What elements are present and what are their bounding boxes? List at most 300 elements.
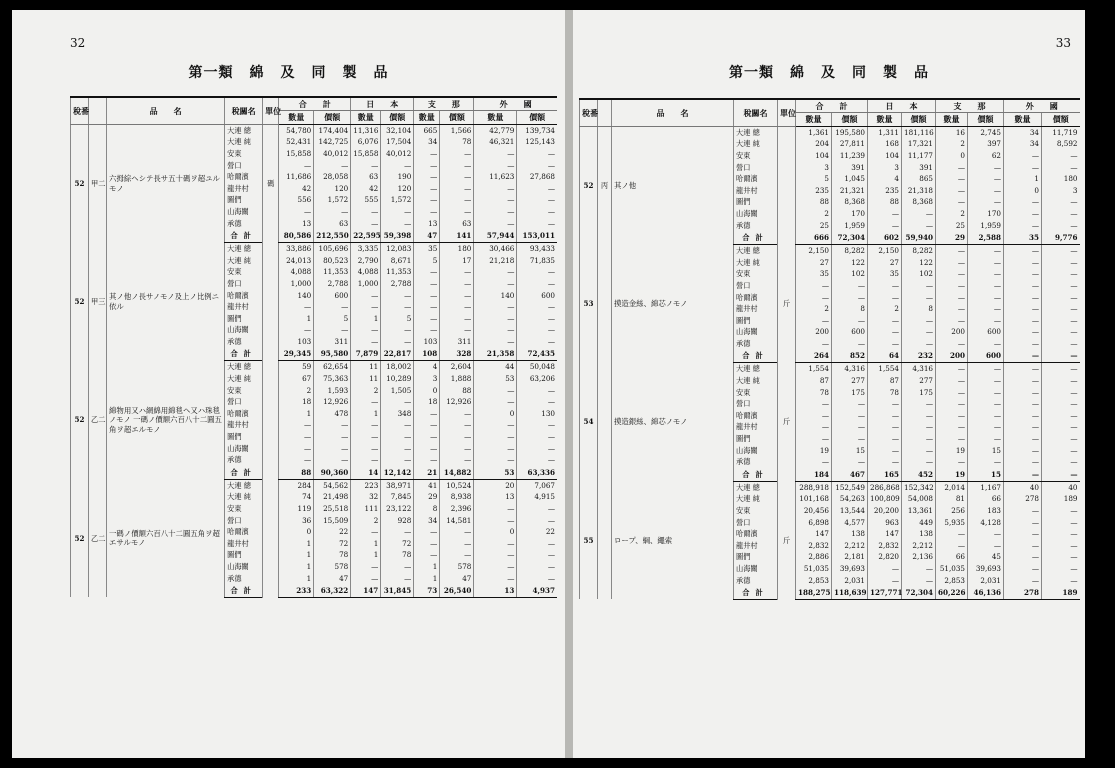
cell-value: 13,361 xyxy=(902,505,936,517)
header-quantity: 數量 xyxy=(1004,112,1042,126)
total-value: — xyxy=(1004,349,1042,363)
item-name: ロープ、綱、繩索 xyxy=(612,481,734,599)
unit xyxy=(778,126,796,244)
cell-value: — xyxy=(1004,540,1042,552)
cell-value: — xyxy=(868,444,902,456)
cell-value: 2,150 xyxy=(796,244,832,256)
cell-value: — xyxy=(796,398,832,410)
cell-value: — xyxy=(1042,398,1080,410)
cell-value: 33,886 xyxy=(279,242,314,254)
customs-port: 大連 純 xyxy=(225,136,263,148)
header-group: 外 國 xyxy=(1004,99,1080,112)
cell-value: — xyxy=(902,208,936,220)
cell-value: 105,696 xyxy=(314,242,351,254)
total-value: 108 xyxy=(414,347,440,361)
cell-value: — xyxy=(902,291,936,303)
cell-value: — xyxy=(1004,375,1042,387)
cell-value: 11,239 xyxy=(832,150,868,162)
cell-value: — xyxy=(414,526,440,538)
cell-value: — xyxy=(868,208,902,220)
cell-value: — xyxy=(414,313,440,325)
total-value: 233 xyxy=(279,584,314,598)
cell-value: — xyxy=(1042,444,1080,456)
cell-value: — xyxy=(1004,315,1042,327)
cell-value: 15 xyxy=(832,444,868,456)
cell-value: — xyxy=(474,266,517,278)
cell-value: 122 xyxy=(902,257,936,269)
cell-value: — xyxy=(440,538,474,550)
cell-value: — xyxy=(414,301,440,313)
header-group: 支 那 xyxy=(414,97,474,110)
cell-value: 3,335 xyxy=(351,242,381,254)
cell-value: — xyxy=(517,442,557,454)
cell-value: 18 xyxy=(279,396,314,408)
cell-value: — xyxy=(1004,574,1042,586)
customs-port: 安東 xyxy=(225,266,263,278)
cell-value: 170 xyxy=(832,208,868,220)
cell-value: 600 xyxy=(968,326,1004,338)
cell-value: — xyxy=(868,291,902,303)
cell-value: — xyxy=(936,244,968,256)
tariff-number: 52 xyxy=(71,124,89,242)
customs-port: 龍井村 xyxy=(225,301,263,313)
total-value: 278 xyxy=(1004,586,1042,600)
cell-value: — xyxy=(936,421,968,433)
customs-port: 營口 xyxy=(734,280,778,292)
customs-port: 安東 xyxy=(225,148,263,160)
cell-value: 1,566 xyxy=(440,124,474,136)
cell-value: 21,321 xyxy=(832,185,868,197)
cell-value: — xyxy=(968,244,1004,256)
cell-value: 223 xyxy=(351,479,381,491)
cell-value: — xyxy=(832,456,868,468)
cell-value: 93,433 xyxy=(517,242,557,254)
cell-value: — xyxy=(414,289,440,301)
cell-value: 8,938 xyxy=(440,491,474,503)
cell-value: — xyxy=(1042,196,1080,208)
cell-value: — xyxy=(868,410,902,422)
cell-value: — xyxy=(474,313,517,325)
cell-value: 139,734 xyxy=(517,124,557,136)
header-value: 價額 xyxy=(832,112,868,126)
cell-value: 6,898 xyxy=(796,516,832,528)
cell-value: — xyxy=(517,148,557,160)
total-value: 22,595 xyxy=(351,229,381,243)
cell-value: — xyxy=(517,159,557,171)
cell-value: 180 xyxy=(1042,173,1080,185)
cell-value: — xyxy=(474,431,517,443)
cell-value: 27 xyxy=(868,257,902,269)
total-label: 合計 xyxy=(225,466,263,480)
cell-value: — xyxy=(868,433,902,445)
total-value: 19 xyxy=(936,468,968,482)
cell-value: — xyxy=(902,563,936,575)
cell-value: 125,143 xyxy=(517,136,557,148)
cell-value: — xyxy=(902,280,936,292)
cell-value: — xyxy=(968,386,1004,398)
total-value: 63,322 xyxy=(314,584,351,598)
header-quantity: 數量 xyxy=(414,110,440,124)
cell-value: 16 xyxy=(936,126,968,138)
cell-value: 22 xyxy=(517,526,557,538)
cell-value: 578 xyxy=(314,561,351,573)
cell-value: 2 xyxy=(796,208,832,220)
unit: 碼 xyxy=(263,124,279,242)
tariff-category: 甲三 xyxy=(89,242,107,360)
cell-value: — xyxy=(440,408,474,420)
tariff-category: 乙二 xyxy=(89,361,107,479)
cell-value: 277 xyxy=(832,375,868,387)
cell-value: — xyxy=(517,266,557,278)
cell-value: 88 xyxy=(440,384,474,396)
tariff-category xyxy=(598,481,612,599)
total-value: 184 xyxy=(796,468,832,482)
total-value: 141 xyxy=(440,229,474,243)
cell-value: 103 xyxy=(414,336,440,348)
cell-value: 235 xyxy=(868,185,902,197)
cell-value: — xyxy=(1004,551,1042,563)
cell-value: 11,623 xyxy=(474,171,517,183)
cell-value: — xyxy=(440,194,474,206)
header-group: 合 計 xyxy=(279,97,351,110)
cell-value: — xyxy=(868,280,902,292)
customs-port: 承德 xyxy=(225,336,263,348)
cell-value: — xyxy=(1042,540,1080,552)
tariff-number: 53 xyxy=(580,244,598,362)
cell-value: 11 xyxy=(351,361,381,373)
cell-value: 8,368 xyxy=(902,196,936,208)
book-fold xyxy=(565,10,573,758)
cell-value: 78 xyxy=(314,549,351,561)
cell-value: 4,088 xyxy=(351,266,381,278)
customs-port: 大連 總 xyxy=(734,481,778,493)
customs-port: 山海關 xyxy=(225,442,263,454)
cell-value: 42 xyxy=(279,183,314,195)
cell-value: — xyxy=(440,148,474,160)
cell-value: — xyxy=(1042,150,1080,162)
cell-value: — xyxy=(279,442,314,454)
customs-port: 圖們 xyxy=(225,431,263,443)
customs-port: 大連 純 xyxy=(734,138,778,150)
cell-value: 1,959 xyxy=(968,219,1004,231)
cell-value: — xyxy=(1042,528,1080,540)
unit xyxy=(263,242,279,360)
cell-value: — xyxy=(414,549,440,561)
cell-value: — xyxy=(517,384,557,396)
cell-value: — xyxy=(517,313,557,325)
cell-value: 15 xyxy=(968,444,1004,456)
cell-value: 25 xyxy=(796,219,832,231)
cell-value: — xyxy=(414,171,440,183)
cell-value: 138 xyxy=(832,528,868,540)
customs-port: 山海關 xyxy=(734,444,778,456)
cell-value: — xyxy=(381,561,414,573)
cell-value: — xyxy=(1004,433,1042,445)
cell-value: 0 xyxy=(1004,185,1042,197)
cell-value: — xyxy=(1004,303,1042,315)
total-label: 合計 xyxy=(225,229,263,243)
total-value: 63,336 xyxy=(517,466,557,480)
cell-value: 11,719 xyxy=(1042,126,1080,138)
cell-value: 1 xyxy=(351,313,381,325)
cell-value: 140 xyxy=(279,289,314,301)
total-value: 31,845 xyxy=(381,584,414,598)
customs-port: 山海關 xyxy=(225,206,263,218)
cell-value: — xyxy=(1042,410,1080,422)
cell-value: 256 xyxy=(936,505,968,517)
cell-value: 103 xyxy=(279,336,314,348)
unit: 斤 xyxy=(778,481,796,599)
cell-value: — xyxy=(1042,433,1080,445)
cell-value: 2,788 xyxy=(314,278,351,290)
total-value: 47 xyxy=(414,229,440,243)
cell-value: — xyxy=(351,217,381,229)
cell-value: — xyxy=(1004,398,1042,410)
cell-value: — xyxy=(936,268,968,280)
cell-value: 32 xyxy=(351,491,381,503)
unit: 斤 xyxy=(778,244,796,362)
cell-value: — xyxy=(279,301,314,313)
customs-port: 大連 純 xyxy=(734,375,778,387)
cell-value: 72 xyxy=(381,538,414,550)
header-category xyxy=(89,97,107,124)
header-value: 價額 xyxy=(1042,112,1080,126)
total-value: 80,586 xyxy=(279,229,314,243)
cell-value: 2,745 xyxy=(968,126,1004,138)
cell-value: 67 xyxy=(279,373,314,385)
customs-port: 安東 xyxy=(734,505,778,517)
cell-value: — xyxy=(517,561,557,573)
page-number: 32 xyxy=(70,36,86,50)
cell-value: — xyxy=(474,148,517,160)
cell-value: 2,396 xyxy=(440,503,474,515)
customs-port: 承德 xyxy=(734,456,778,468)
cell-value: — xyxy=(968,173,1004,185)
cell-value: 78 xyxy=(381,549,414,561)
cell-value: — xyxy=(902,398,936,410)
total-value: 26,540 xyxy=(440,584,474,598)
cell-value: 183 xyxy=(968,505,1004,517)
cell-value: — xyxy=(279,324,314,336)
customs-port: 山海關 xyxy=(734,208,778,220)
customs-port: 圖們 xyxy=(225,549,263,561)
total-value: 153,011 xyxy=(517,229,557,243)
total-label: 合計 xyxy=(225,347,263,361)
cell-value: 2,031 xyxy=(968,574,1004,586)
cell-value: 600 xyxy=(517,289,557,301)
cell-value: — xyxy=(381,572,414,584)
cell-value: 25,518 xyxy=(314,503,351,515)
total-value: 852 xyxy=(832,349,868,363)
cell-value: 15,858 xyxy=(279,148,314,160)
cell-value: — xyxy=(517,549,557,561)
cell-value: 278 xyxy=(1004,493,1042,505)
cell-value: 1,505 xyxy=(381,384,414,396)
cell-value: 2,832 xyxy=(796,540,832,552)
cell-value: 1 xyxy=(279,549,314,561)
cell-value: 63 xyxy=(351,171,381,183)
cell-value: — xyxy=(351,159,381,171)
cell-value: 1,311 xyxy=(868,126,902,138)
customs-port: 承德 xyxy=(225,572,263,584)
customs-port: 承德 xyxy=(734,574,778,586)
cell-value: — xyxy=(414,206,440,218)
title-part: 同 xyxy=(311,65,327,81)
customs-port: 山海關 xyxy=(734,326,778,338)
header-value: 價額 xyxy=(314,110,351,124)
cell-value: — xyxy=(902,410,936,422)
cell-value: 2,181 xyxy=(832,551,868,563)
total-value: 200 xyxy=(936,349,968,363)
cell-value: — xyxy=(314,206,351,218)
item-name: 六拇綜ヘシテ長サ五十碼ヲ超ユルモノ xyxy=(107,124,225,242)
cell-value: 36 xyxy=(279,514,314,526)
cell-value: — xyxy=(314,159,351,171)
cell-value: 32,104 xyxy=(381,124,414,136)
cell-value: — xyxy=(440,206,474,218)
cell-value: — xyxy=(414,538,440,550)
cell-value: 24,013 xyxy=(279,255,314,267)
cell-value: — xyxy=(381,419,414,431)
cell-value: 75,363 xyxy=(314,373,351,385)
customs-port: 大連 總 xyxy=(225,361,263,373)
cell-value: 35 xyxy=(868,268,902,280)
cell-value: — xyxy=(381,396,414,408)
cell-value: 449 xyxy=(902,516,936,528)
cell-value: 963 xyxy=(868,516,902,528)
cell-value: — xyxy=(414,408,440,420)
cell-value: 311 xyxy=(440,336,474,348)
page-title xyxy=(12,62,565,82)
cell-value: — xyxy=(1042,257,1080,269)
cell-value: — xyxy=(414,159,440,171)
customs-port: 大連 純 xyxy=(225,255,263,267)
cell-value: — xyxy=(936,375,968,387)
cell-value: — xyxy=(832,338,868,350)
cell-value: — xyxy=(1042,326,1080,338)
statistics-table xyxy=(579,98,1080,600)
total-value: 13 xyxy=(474,584,517,598)
cell-value: — xyxy=(868,338,902,350)
cell-value: 8 xyxy=(414,503,440,515)
cell-value: 140 xyxy=(474,289,517,301)
customs-port: 承德 xyxy=(225,454,263,466)
cell-value: — xyxy=(1042,551,1080,563)
cell-value: — xyxy=(351,442,381,454)
cell-value: 928 xyxy=(381,514,414,526)
tariff-number: 52 xyxy=(71,242,89,360)
cell-value: — xyxy=(440,278,474,290)
cell-value: — xyxy=(936,173,968,185)
cell-value: — xyxy=(868,219,902,231)
cell-value: — xyxy=(474,549,517,561)
cell-value: 13,544 xyxy=(832,505,868,517)
cell-value: 11,686 xyxy=(279,171,314,183)
cell-value: — xyxy=(1004,150,1042,162)
total-value: — xyxy=(1004,468,1042,482)
cell-value: 87 xyxy=(868,375,902,387)
cell-value: — xyxy=(351,526,381,538)
customs-port: 哈爾濱 xyxy=(225,289,263,301)
cell-value: 6,076 xyxy=(351,136,381,148)
customs-port: 哈爾濱 xyxy=(734,291,778,303)
cell-value: 152,549 xyxy=(832,481,868,493)
customs-port: 安東 xyxy=(225,384,263,396)
cell-value: 18 xyxy=(414,396,440,408)
cell-value: 100,809 xyxy=(868,493,902,505)
cell-value: — xyxy=(414,194,440,206)
cell-value: 665 xyxy=(414,124,440,136)
cell-value: — xyxy=(832,280,868,292)
cell-value: 174,404 xyxy=(314,124,351,136)
cell-value: — xyxy=(440,183,474,195)
cell-value: — xyxy=(517,503,557,515)
title-part: 綿 xyxy=(790,65,805,81)
cell-value: 600 xyxy=(832,326,868,338)
cell-value: — xyxy=(517,301,557,313)
customs-port: 大連 總 xyxy=(225,479,263,491)
cell-value: — xyxy=(1004,410,1042,422)
cell-value: 38,971 xyxy=(381,479,414,491)
cell-value: — xyxy=(936,338,968,350)
customs-port: 承德 xyxy=(734,338,778,350)
total-value: 59,398 xyxy=(381,229,414,243)
customs-port: 安東 xyxy=(734,150,778,162)
total-value: — xyxy=(1042,468,1080,482)
cell-value: — xyxy=(381,289,414,301)
item-name: 摸造銀絲、綿芯ノモノ xyxy=(612,363,734,481)
cell-value: 311 xyxy=(314,336,351,348)
total-value: 4,937 xyxy=(517,584,557,598)
cell-value: — xyxy=(1042,280,1080,292)
total-value: — xyxy=(1042,349,1080,363)
cell-value: — xyxy=(902,456,936,468)
tariff-number: 55 xyxy=(580,481,598,599)
total-value: 46,136 xyxy=(968,586,1004,600)
cell-value: 1 xyxy=(279,408,314,420)
header-value: 價額 xyxy=(517,110,557,124)
cell-value: — xyxy=(936,456,968,468)
cell-value: — xyxy=(968,528,1004,540)
cell-value: — xyxy=(440,419,474,431)
cell-value: — xyxy=(968,398,1004,410)
cell-value: — xyxy=(796,338,832,350)
cell-value: 2,788 xyxy=(381,278,414,290)
cell-value: 5 xyxy=(381,313,414,325)
cell-value: — xyxy=(314,431,351,443)
total-value: 29 xyxy=(936,231,968,245)
cell-value: 119 xyxy=(279,503,314,515)
customs-port: 安東 xyxy=(225,503,263,515)
cell-value: 138 xyxy=(902,528,936,540)
cell-value: — xyxy=(414,324,440,336)
table-row xyxy=(71,124,558,136)
cell-value: 2 xyxy=(351,384,381,396)
cell-value: 18,002 xyxy=(381,361,414,373)
total-label: 合計 xyxy=(734,586,778,600)
customs-port: 圖們 xyxy=(734,196,778,208)
cell-value: 3 xyxy=(868,161,902,173)
cell-value: 15,509 xyxy=(314,514,351,526)
title-part: 第一類 xyxy=(188,65,234,81)
page-title xyxy=(573,62,1085,82)
cell-value: 8,282 xyxy=(902,244,936,256)
customs-port: 龍井村 xyxy=(734,540,778,552)
cell-value: — xyxy=(517,572,557,584)
cell-value: 556 xyxy=(279,194,314,206)
header-group: 外 國 xyxy=(474,97,557,110)
customs-port: 大連 總 xyxy=(734,363,778,375)
